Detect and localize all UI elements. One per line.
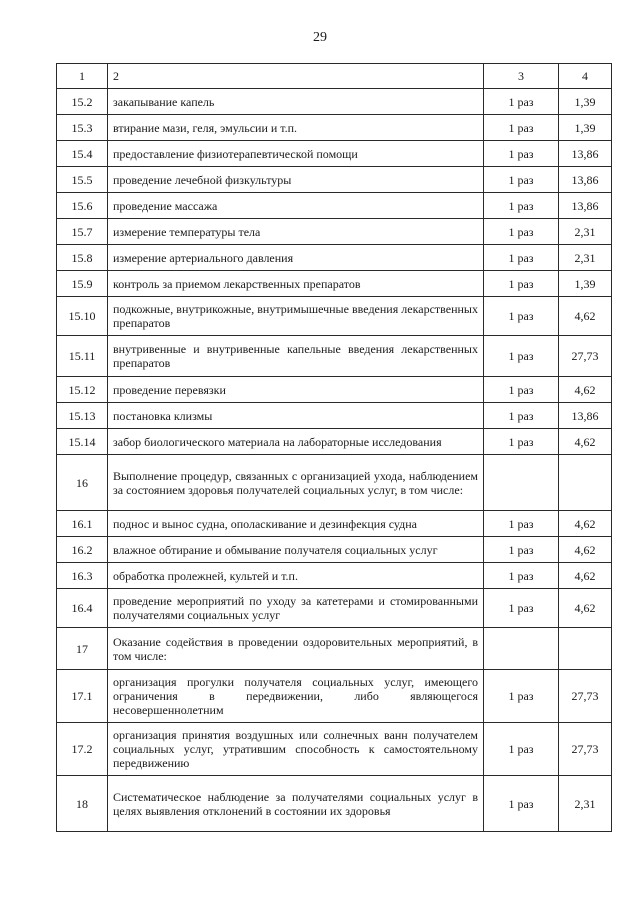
row-value: 2,31 bbox=[559, 776, 612, 832]
row-frequency: 1 раз bbox=[484, 670, 559, 723]
row-frequency: 1 раз bbox=[484, 141, 559, 167]
table-row bbox=[57, 455, 612, 511]
row-value: 13,86 bbox=[559, 167, 612, 193]
row-frequency: 1 раз bbox=[484, 115, 559, 141]
row-number: 15.9 bbox=[57, 271, 108, 297]
column-header: 1 bbox=[57, 64, 108, 89]
row-description: Оказание содействия в проведении оздоровительных мероприятий, в том числе: bbox=[108, 628, 484, 670]
row-frequency: 1 раз bbox=[484, 245, 559, 271]
table-row bbox=[57, 377, 612, 403]
row-description: обработка пролежней, культей и т.п. bbox=[108, 563, 484, 589]
services-table bbox=[56, 63, 612, 832]
row-value: 1,39 bbox=[559, 115, 612, 141]
row-number: 16.1 bbox=[57, 511, 108, 537]
row-description: внутривенные и внутривенные капельные введения лекарственных препаратов bbox=[108, 336, 484, 377]
row-description: организация принятия воздушных или солнечных ванн получателем социальных услуг, утратившим способность к самостоятельному передвижению bbox=[108, 723, 484, 776]
row-value: 13,86 bbox=[559, 193, 612, 219]
table-header-row bbox=[57, 64, 612, 89]
row-value: 13,86 bbox=[559, 403, 612, 429]
table-row bbox=[57, 563, 612, 589]
row-description: организация прогулки получателя социальных услуг, имеющего ограничения в передвижении, либо являющегося несовершеннолетним bbox=[108, 670, 484, 723]
row-description: проведение лечебной физкультуры bbox=[108, 167, 484, 193]
row-description: забор биологического материала на лабораторные исследования bbox=[108, 429, 484, 455]
column-header: 4 bbox=[559, 64, 612, 89]
row-description: Выполнение процедур, связанных с организацией ухода, наблюдением за состоянием здоровья получателей социальных услуг, в том числе: bbox=[108, 455, 484, 511]
row-description: постановка клизмы bbox=[108, 403, 484, 429]
row-number: 15.11 bbox=[57, 336, 108, 377]
row-value bbox=[559, 455, 612, 511]
row-value: 27,73 bbox=[559, 336, 612, 377]
table-row bbox=[57, 245, 612, 271]
row-frequency: 1 раз bbox=[484, 589, 559, 628]
row-number: 15.3 bbox=[57, 115, 108, 141]
row-number: 15.5 bbox=[57, 167, 108, 193]
row-number: 16.4 bbox=[57, 589, 108, 628]
row-description: проведение массажа bbox=[108, 193, 484, 219]
row-number: 15.13 bbox=[57, 403, 108, 429]
row-value: 2,31 bbox=[559, 245, 612, 271]
row-number: 15.14 bbox=[57, 429, 108, 455]
row-value: 13,86 bbox=[559, 141, 612, 167]
table-row bbox=[57, 167, 612, 193]
row-number: 16 bbox=[57, 455, 108, 511]
row-number: 18 bbox=[57, 776, 108, 832]
column-header: 3 bbox=[484, 64, 559, 89]
row-value: 4,62 bbox=[559, 511, 612, 537]
row-value: 4,62 bbox=[559, 377, 612, 403]
table-row bbox=[57, 628, 612, 670]
table-row bbox=[57, 429, 612, 455]
table-row bbox=[57, 589, 612, 628]
table-row bbox=[57, 297, 612, 336]
row-frequency bbox=[484, 628, 559, 670]
row-frequency: 1 раз bbox=[484, 723, 559, 776]
row-number: 15.8 bbox=[57, 245, 108, 271]
row-description: контроль за приемом лекарственных препаратов bbox=[108, 271, 484, 297]
row-number: 17.1 bbox=[57, 670, 108, 723]
row-value: 27,73 bbox=[559, 723, 612, 776]
row-frequency: 1 раз bbox=[484, 336, 559, 377]
table-row bbox=[57, 89, 612, 115]
row-number: 15.10 bbox=[57, 297, 108, 336]
row-frequency bbox=[484, 455, 559, 511]
row-description: проведение мероприятий по уходу за катетерами и стомированными получателями социальных услуг bbox=[108, 589, 484, 628]
row-frequency: 1 раз bbox=[484, 297, 559, 336]
column-header: 2 bbox=[108, 64, 484, 89]
table-row bbox=[57, 141, 612, 167]
row-frequency: 1 раз bbox=[484, 403, 559, 429]
table-row bbox=[57, 776, 612, 832]
row-description: влажное обтирание и обмывание получателя социальных услуг bbox=[108, 537, 484, 563]
row-description: предоставление физиотерапевтической помощи bbox=[108, 141, 484, 167]
row-value: 4,62 bbox=[559, 429, 612, 455]
row-value: 4,62 bbox=[559, 537, 612, 563]
row-description: измерение температуры тела bbox=[108, 219, 484, 245]
row-description: поднос и вынос судна, ополаскивание и дезинфекция судна bbox=[108, 511, 484, 537]
table-row bbox=[57, 723, 612, 776]
row-number: 15.12 bbox=[57, 377, 108, 403]
row-value: 4,62 bbox=[559, 589, 612, 628]
row-value: 2,31 bbox=[559, 219, 612, 245]
row-value: 27,73 bbox=[559, 670, 612, 723]
table-row bbox=[57, 670, 612, 723]
row-number: 16.3 bbox=[57, 563, 108, 589]
row-value: 1,39 bbox=[559, 89, 612, 115]
row-description: подкожные, внутрикожные, внутримышечные введения лекарственных препаратов bbox=[108, 297, 484, 336]
row-frequency: 1 раз bbox=[484, 377, 559, 403]
row-frequency: 1 раз bbox=[484, 429, 559, 455]
table-row bbox=[57, 115, 612, 141]
table-row bbox=[57, 511, 612, 537]
row-value: 4,62 bbox=[559, 563, 612, 589]
row-frequency: 1 раз bbox=[484, 89, 559, 115]
page-number: 29 bbox=[313, 30, 327, 45]
row-value bbox=[559, 628, 612, 670]
row-number: 15.6 bbox=[57, 193, 108, 219]
row-frequency: 1 раз bbox=[484, 193, 559, 219]
table-row bbox=[57, 271, 612, 297]
row-frequency: 1 раз bbox=[484, 537, 559, 563]
row-frequency: 1 раз bbox=[484, 219, 559, 245]
row-description: измерение артериального давления bbox=[108, 245, 484, 271]
row-frequency: 1 раз bbox=[484, 511, 559, 537]
row-frequency: 1 раз bbox=[484, 271, 559, 297]
row-number: 15.4 bbox=[57, 141, 108, 167]
row-description: закапывание капель bbox=[108, 89, 484, 115]
row-value: 4,62 bbox=[559, 297, 612, 336]
row-number: 17.2 bbox=[57, 723, 108, 776]
row-number: 16.2 bbox=[57, 537, 108, 563]
row-description: проведение перевязки bbox=[108, 377, 484, 403]
row-frequency: 1 раз bbox=[484, 563, 559, 589]
row-number: 15.2 bbox=[57, 89, 108, 115]
row-description: втирание мази, геля, эмульсии и т.п. bbox=[108, 115, 484, 141]
table-row bbox=[57, 403, 612, 429]
table-row bbox=[57, 193, 612, 219]
row-description: Систематическое наблюдение за получателями социальных услуг в целях выявления отклонений в состоянии их здоровья bbox=[108, 776, 484, 832]
row-number: 17 bbox=[57, 628, 108, 670]
row-number: 15.7 bbox=[57, 219, 108, 245]
row-frequency: 1 раз bbox=[484, 167, 559, 193]
row-frequency: 1 раз bbox=[484, 776, 559, 832]
table-row bbox=[57, 336, 612, 377]
table-row bbox=[57, 537, 612, 563]
row-value: 1,39 bbox=[559, 271, 612, 297]
table-row bbox=[57, 219, 612, 245]
